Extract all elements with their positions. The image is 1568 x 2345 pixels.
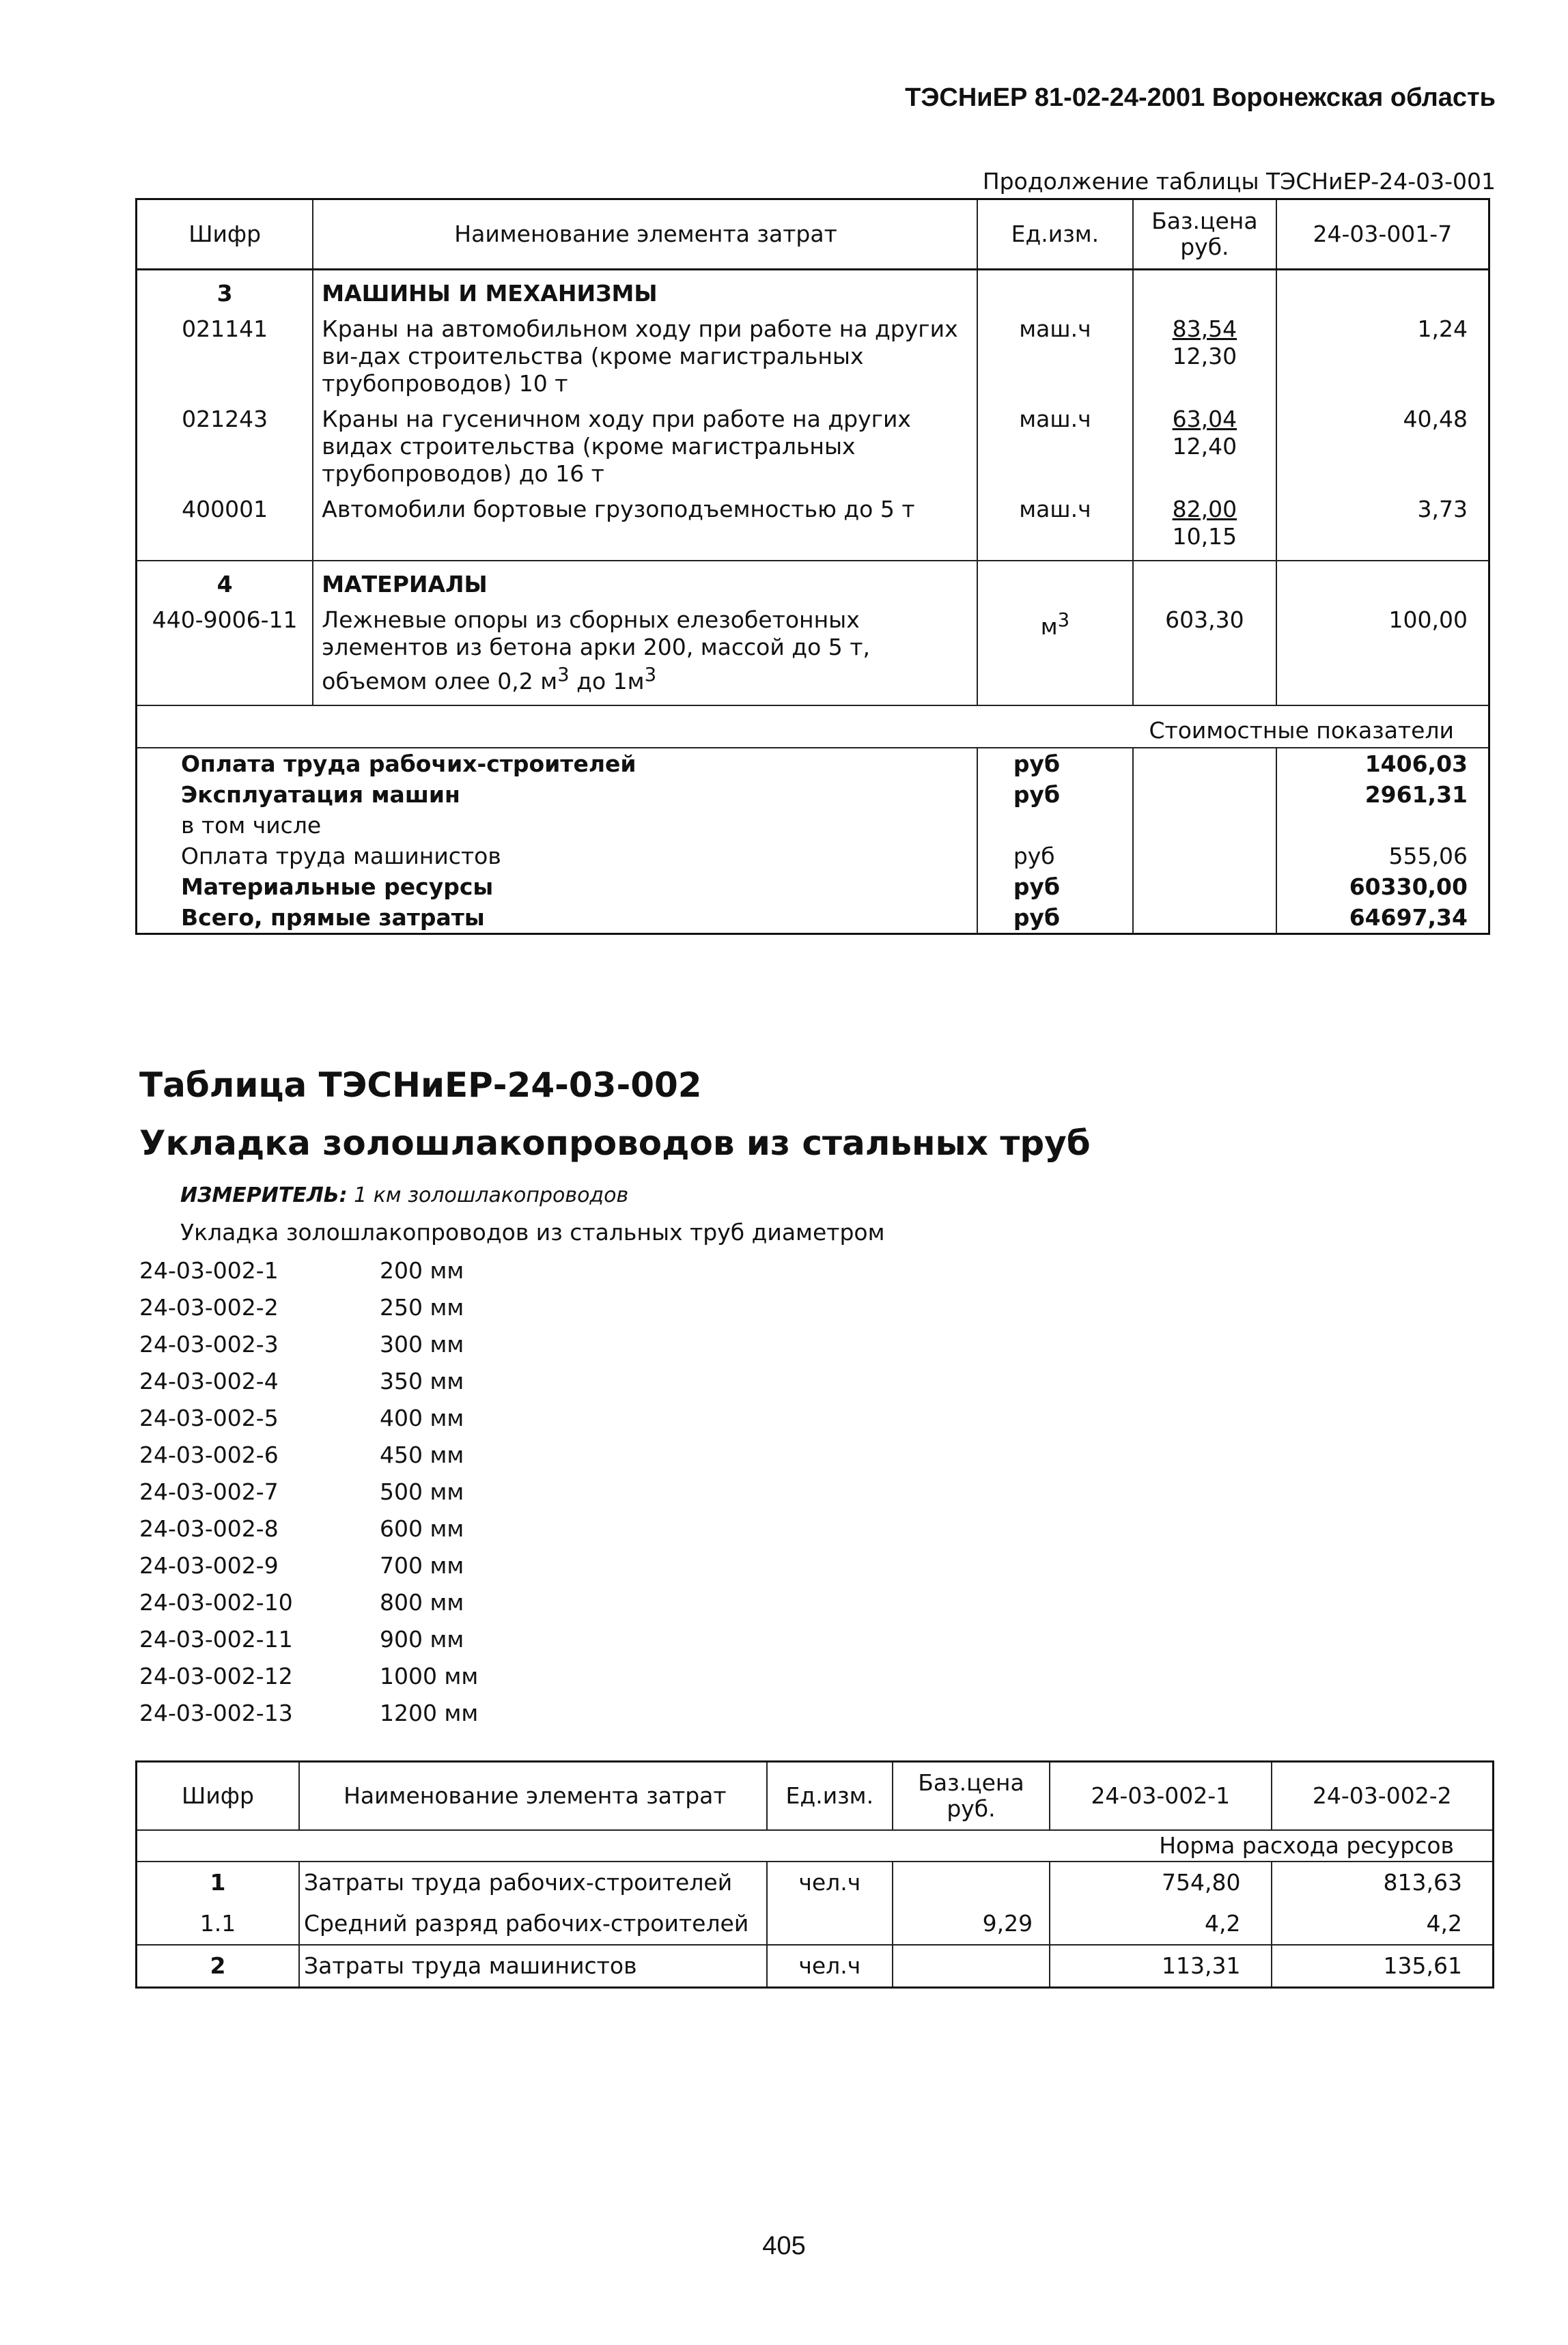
row-name: [313, 598, 977, 705]
page-number: 405: [762, 2232, 806, 2260]
item-size: 1000 мм: [380, 1663, 479, 1689]
row-code: 1.1: [137, 1903, 299, 1945]
row-value: 135,61: [1272, 1945, 1494, 1988]
resource-table-24-03-001: [135, 198, 1490, 935]
row-price: 9,29: [893, 1903, 1050, 1945]
list-item: [139, 1326, 478, 1363]
item-size: 450 мм: [380, 1442, 464, 1468]
section-title: МАТЕРИАЛЫ: [313, 561, 977, 598]
row-value: 3,73: [1276, 488, 1489, 561]
price-main: 83,54: [1172, 315, 1237, 342]
row-name: Средний разряд рабочих-строителей: [299, 1903, 767, 1945]
header-norm-code: 24-03-002-1: [1050, 1762, 1271, 1831]
list-item: [139, 1474, 478, 1511]
row-price: [1133, 488, 1276, 561]
row-code: 2: [210, 1952, 226, 1979]
section-number: 4: [216, 571, 233, 598]
item-code: 24-03-002-8: [139, 1515, 279, 1542]
header-price: Баз.цена руб.: [893, 1762, 1050, 1831]
table-row: [137, 397, 1489, 488]
cost-row: [137, 902, 1489, 934]
row-name: Краны на автомобильном ходу при работе на других ви-дах строительства (кроме магистральных трубопроводов) 10 т: [313, 307, 977, 397]
item-code: 24-03-002-4: [139, 1368, 279, 1394]
header-price: Баз.цена руб.: [1133, 199, 1276, 270]
table-row: [137, 1862, 1494, 1903]
table-row: [137, 1945, 1494, 1988]
row-value: 813,63: [1272, 1862, 1494, 1903]
list-item: [139, 1695, 478, 1732]
norm-label: Норма расхода ресурсов: [137, 1830, 1494, 1862]
cost-indicators-header: [137, 705, 1489, 748]
unit-text: м: [1040, 613, 1058, 640]
cost-label: Материальные ресурсы: [181, 873, 494, 900]
item-code: 24-03-002-1: [139, 1257, 279, 1284]
item-code: 24-03-002-2: [139, 1294, 279, 1321]
measure-line: [180, 1183, 628, 1207]
cost-value: 2961,31: [1276, 779, 1489, 810]
row-price: [1133, 397, 1276, 488]
cost-row: [137, 748, 1489, 779]
list-item: [139, 1511, 478, 1547]
table-continuation-label: Продолжение таблицы ТЭСНиЕР-24-03-001: [982, 168, 1496, 195]
row-code: 021243: [182, 406, 268, 432]
cost-value: [1276, 810, 1489, 841]
code-list: [139, 1252, 478, 1732]
row-price: [1133, 307, 1276, 397]
row-value: 113,31: [1050, 1945, 1271, 1988]
item-code: 24-03-002-3: [139, 1331, 279, 1358]
table-row: [137, 307, 1489, 397]
item-size: 800 мм: [380, 1589, 464, 1616]
section-title: МАШИНЫ И МЕХАНИЗМЫ: [313, 270, 977, 308]
table-header-row: [137, 1762, 1494, 1831]
row-unit: чел.ч: [767, 1945, 893, 1988]
row-unit: [977, 598, 1133, 705]
cost-row: [137, 841, 1489, 871]
list-item: [139, 1437, 478, 1474]
table-description: Укладка золошлакопроводов из стальных труб диаметром: [180, 1219, 885, 1246]
list-item: [139, 1658, 478, 1695]
row-value: 4,2: [1050, 1903, 1271, 1945]
item-size: 500 мм: [380, 1478, 464, 1505]
row-value: 100,00: [1276, 598, 1489, 705]
cost-unit: руб: [977, 871, 1133, 902]
row-value: 754,80: [1050, 1862, 1271, 1903]
header-name: Наименование элемента затрат: [299, 1762, 767, 1831]
header-norm-code: 24-03-002-2: [1272, 1762, 1494, 1831]
header-unit: Ед.изм.: [767, 1762, 893, 1831]
header-norm-code: 24-03-001-7: [1276, 199, 1489, 270]
row-name: Краны на гусеничном ходу при работе на других видах строительства (кроме магистральных трубопроводов) до 16 т: [313, 397, 977, 488]
item-size: 200 мм: [380, 1257, 464, 1284]
cost-label: в том числе: [181, 812, 322, 839]
header-code: Шифр: [137, 1762, 299, 1831]
item-code: 24-03-002-5: [139, 1405, 279, 1431]
section-row: [137, 270, 1489, 308]
list-item: [139, 1621, 478, 1658]
measure-label: ИЗМЕРИТЕЛЬ:: [180, 1183, 348, 1207]
superscript: 3: [1057, 609, 1070, 631]
cost-label: Оплата труда машинистов: [181, 843, 501, 869]
item-size: 350 мм: [380, 1368, 464, 1394]
cost-value: 60330,00: [1276, 871, 1489, 902]
cost-unit: руб: [977, 748, 1133, 779]
superscript: 3: [644, 664, 657, 686]
list-item: [139, 1547, 478, 1584]
table-row: [137, 1903, 1494, 1945]
item-size: 400 мм: [380, 1405, 464, 1431]
section-row: [137, 561, 1489, 598]
list-item: [139, 1363, 478, 1400]
row-value: 40,48: [1276, 397, 1489, 488]
row-unit: [767, 1903, 893, 1945]
price-main: 63,04: [1172, 406, 1237, 432]
list-item: [139, 1584, 478, 1621]
cost-indicators-label: Стоимостные показатели: [137, 705, 1489, 748]
norm-label-row: [137, 1830, 1494, 1862]
item-code: 24-03-002-10: [139, 1589, 293, 1616]
cost-row: [137, 810, 1489, 841]
item-size: 300 мм: [380, 1331, 464, 1358]
row-unit: маш.ч: [977, 397, 1133, 488]
row-code: 1: [210, 1869, 226, 1896]
cost-row: [137, 779, 1489, 810]
name-text: до 1м: [569, 668, 645, 694]
resource-table-24-03-002: [135, 1760, 1494, 1989]
item-size: 1200 мм: [380, 1700, 479, 1726]
superscript: 3: [557, 664, 570, 686]
row-unit: маш.ч: [977, 488, 1133, 561]
table-row: [137, 598, 1489, 705]
row-name: Затраты труда машинистов: [299, 1945, 767, 1988]
price-secondary: 12,40: [1172, 433, 1237, 460]
cost-unit: руб: [977, 841, 1133, 871]
header-unit: Ед.изм.: [977, 199, 1133, 270]
list-item: [139, 1289, 478, 1326]
row-unit: чел.ч: [767, 1862, 893, 1903]
cost-value: 1406,03: [1276, 748, 1489, 779]
cost-label: Оплата труда рабочих-строителей: [181, 750, 636, 777]
list-item: [139, 1252, 478, 1289]
row-price: [893, 1945, 1050, 1988]
cost-unit: руб: [977, 779, 1133, 810]
cost-unit: [977, 810, 1133, 841]
cost-value: 64697,34: [1276, 902, 1489, 934]
table-title: Таблица ТЭСНиЕР-24-03-002: [139, 1065, 702, 1105]
row-name: Затраты труда рабочих-строителей: [299, 1862, 767, 1903]
row-name: Автомобили бортовые грузоподъемностью до 5 т: [313, 488, 977, 561]
item-size: 600 мм: [380, 1515, 464, 1542]
cost-label: Всего, прямые затраты: [181, 904, 485, 931]
item-code: 24-03-002-9: [139, 1552, 279, 1579]
name-text: Лежневые опоры из сборных елезобетонных элементов из бетона арки 200, массой до 5 т, объемом олее 0,2 м: [322, 606, 870, 694]
row-price: [893, 1862, 1050, 1903]
row-code: 021141: [182, 315, 268, 342]
cost-row: [137, 871, 1489, 902]
measure-value: 1 км золошлакопроводов: [354, 1183, 629, 1207]
price-main: 82,00: [1172, 496, 1237, 522]
list-item: [139, 1400, 478, 1437]
cost-label: Эксплуатация машин: [181, 781, 460, 808]
row-price: 603,30: [1133, 598, 1276, 705]
row-value: 4,2: [1272, 1903, 1494, 1945]
header-name: Наименование элемента затрат: [313, 199, 977, 270]
table-row: [137, 488, 1489, 561]
item-size: 700 мм: [380, 1552, 464, 1579]
price-secondary: 10,15: [1172, 523, 1237, 550]
item-size: 250 мм: [380, 1294, 464, 1321]
row-value: 1,24: [1276, 307, 1489, 397]
header-code: Шифр: [137, 199, 313, 270]
item-code: 24-03-002-7: [139, 1478, 279, 1505]
row-unit: маш.ч: [977, 307, 1133, 397]
item-size: 900 мм: [380, 1626, 464, 1653]
row-code: 400001: [137, 488, 313, 561]
table-subtitle: Укладка золошлакопроводов из стальных труб: [139, 1123, 1091, 1163]
table-header-row: [137, 199, 1489, 270]
row-code: 440-9006-11: [152, 606, 298, 633]
item-code: 24-03-002-11: [139, 1626, 293, 1653]
cost-value: 555,06: [1276, 841, 1489, 871]
price-secondary: 12,30: [1172, 343, 1237, 369]
item-code: 24-03-002-13: [139, 1700, 293, 1726]
section-number: 3: [216, 280, 233, 307]
item-code: 24-03-002-12: [139, 1663, 293, 1689]
item-code: 24-03-002-6: [139, 1442, 279, 1468]
cost-unit: руб: [977, 902, 1133, 934]
page-header: ТЭСНиЕР 81-02-24-2001 Воронежская область: [905, 83, 1496, 112]
